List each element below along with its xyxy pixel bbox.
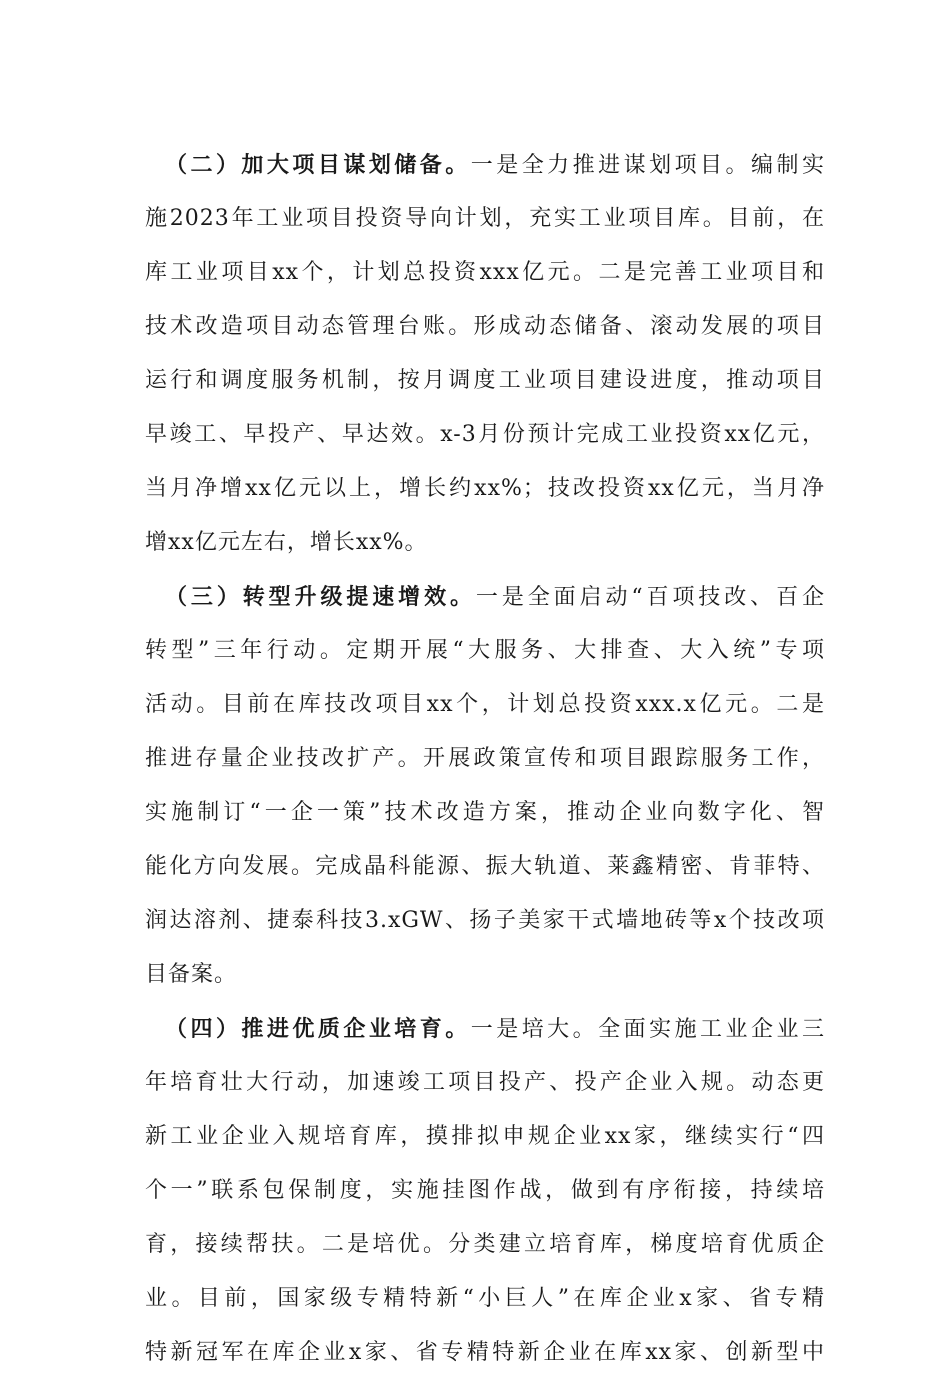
paragraph-line xyxy=(145,138,825,192)
paragraph-line: 库工业项目xx个，计划总投资xxx亿元。二是完善工业项目和 xyxy=(145,260,825,285)
paragraph-line: 业。目前，国家级专精特新“小巨人”在库企业x家、省专精 xyxy=(145,1286,825,1311)
paragraph-line: 目备案。 xyxy=(145,962,238,987)
paragraph-heading: （三）转型升级提速增效。 xyxy=(165,584,476,610)
paragraph-text: 一是培大。全面实施工业企业三 xyxy=(470,1017,825,1042)
paragraph-line: 新工业企业入规培育库，摸排拟申规企业xx家，继续实行“四 xyxy=(145,1124,825,1149)
paragraph-line: 运行和调度服务机制，按月调度工业项目建设进度，推动项目 xyxy=(145,368,825,393)
paragraph-line: 转型”三年行动。定期开展“大服务、大排查、大入统”专项 xyxy=(145,638,825,663)
paragraph-line: 能化方向发展。完成晶科能源、振大轨道、莱鑫精密、肯菲特、 xyxy=(145,854,825,879)
paragraph-line: 年培育壮大行动，加速竣工项目投产、投产企业入规。动态更 xyxy=(145,1070,825,1095)
paragraph-line: 育，接续帮扶。二是培优。分类建立培育库，梯度培育优质企 xyxy=(145,1232,825,1257)
paragraph-line: 润达溶剂、捷泰科技3.xGW、扬子美家干式墙地砖等x个技改项 xyxy=(145,908,825,933)
paragraph-line: 实施制订“一企一策”技术改造方案，推动企业向数字化、智 xyxy=(145,800,825,825)
paragraph-line: 推进存量企业技改扩产。开展政策宣传和项目跟踪服务工作， xyxy=(145,746,825,771)
paragraph-line: 增xx亿元左右，增长xx%。 xyxy=(145,530,428,555)
paragraph-heading: （四）推进优质企业培育。 xyxy=(165,1016,471,1042)
paragraph-heading: （二）加大项目谋划储备。 xyxy=(165,152,471,178)
document-body xyxy=(145,138,825,1380)
paragraph-transformation-upgrade xyxy=(145,570,825,1002)
paragraph-line: 早竣工、早投产、早达效。x-3月份预计完成工业投资xx亿元， xyxy=(145,422,825,447)
paragraph-line: 活动。目前在库技改项目xx个，计划总投资xxx.x亿元。二是 xyxy=(145,692,825,717)
paragraph-line: 技术改造项目动态管理台账。形成动态储备、滚动发展的项目 xyxy=(145,314,825,339)
paragraph-text: 一是全力推进谋划项目。编制实 xyxy=(470,153,825,178)
paragraph-line: 个一”联系包保制度，实施挂图作战，做到有序衔接，持续培 xyxy=(145,1178,825,1203)
paragraph-text: 一是全面启动“百项技改、百企 xyxy=(475,585,825,610)
paragraph-line: 特新冠军在库企业x家、省专精特新企业在库xx家、创新型中 xyxy=(145,1340,825,1365)
paragraph-enterprise-cultivation xyxy=(145,1002,825,1380)
paragraph-project-planning xyxy=(145,138,825,570)
paragraph-line: 施2023年工业项目投资导向计划，充实工业项目库。目前，在 xyxy=(145,206,825,231)
paragraph-line xyxy=(145,570,825,624)
paragraph-line xyxy=(145,1002,825,1056)
paragraph-line: 当月净增xx亿元以上，增长约xx%；技改投资xx亿元，当月净 xyxy=(145,476,825,501)
